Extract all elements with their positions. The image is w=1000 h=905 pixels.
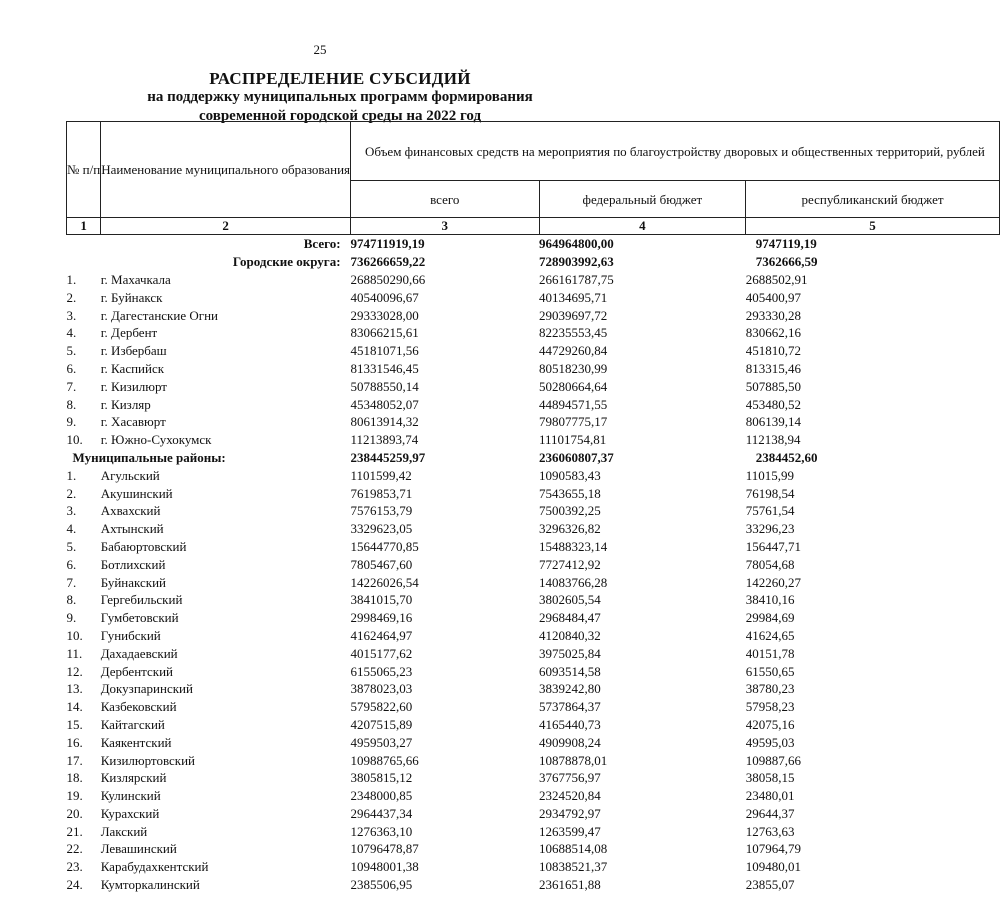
row-republic: 42075,16 xyxy=(745,716,795,732)
row-federal: 3839242,80 xyxy=(539,681,601,697)
column-number-row xyxy=(67,218,1000,235)
row-federal: 7500392,25 xyxy=(539,503,601,519)
row-republic: 49595,03 xyxy=(745,734,795,750)
table-row xyxy=(67,680,1000,698)
row-federal: 2324520,84 xyxy=(539,788,601,804)
row-number: 18. xyxy=(66,770,83,786)
row-total: 80613914,32 xyxy=(350,414,419,430)
row-republic: 2688502,91 xyxy=(745,271,808,287)
row-federal: 3802605,54 xyxy=(539,592,601,608)
row-name: Казбековский xyxy=(100,699,177,715)
row-total: 7576153,79 xyxy=(350,503,413,519)
table-row xyxy=(67,555,1000,573)
row-name: г. Избербаш xyxy=(100,343,167,359)
row-total: 3329623,05 xyxy=(350,521,413,537)
row-name: Дербентский xyxy=(100,663,173,679)
row-republic: 451810,72 xyxy=(745,343,801,359)
table-row xyxy=(67,466,1000,484)
row-total: 4015177,62 xyxy=(350,645,413,661)
row-name: Гунибский xyxy=(100,627,161,643)
row-republic: 813315,46 xyxy=(745,360,801,376)
table-row xyxy=(67,306,1000,324)
row-republic: 142260,27 xyxy=(745,574,801,590)
subsidy-table xyxy=(66,121,1000,893)
row-federal: 82235553,45 xyxy=(539,325,608,341)
row-name: Карабудахкентский xyxy=(100,859,209,875)
header-row-1 xyxy=(67,122,1000,181)
table-row xyxy=(67,769,1000,787)
row-name: г. Дербент xyxy=(100,325,158,341)
row-republic: 29644,37 xyxy=(745,805,795,821)
total-row xyxy=(67,235,1000,253)
row-republic: 507885,50 xyxy=(745,378,801,394)
row-total: 1101599,42 xyxy=(350,467,412,483)
row-number: 19. xyxy=(66,788,83,804)
header-total: всего xyxy=(351,181,539,218)
row-federal: 44729260,84 xyxy=(539,343,608,359)
table-row xyxy=(67,609,1000,627)
row-total: 3841015,70 xyxy=(350,592,413,608)
table-row xyxy=(67,271,1000,289)
title-line-1: РАСПРЕДЕЛЕНИЕ СУБСИДИЙ xyxy=(209,69,471,88)
row-number: 3. xyxy=(66,307,77,323)
table-row xyxy=(67,377,1000,395)
row-federal: 29039697,72 xyxy=(539,307,608,323)
row-republic: 78054,68 xyxy=(745,556,795,572)
row-number: 3. xyxy=(66,503,77,519)
title-line-3: современной городской среды на 2022 год xyxy=(198,108,482,124)
row-republic: 40151,78 xyxy=(745,645,795,661)
row-name: Кулинский xyxy=(100,788,161,804)
row-number: 6. xyxy=(66,556,77,572)
col-number-5: 5 xyxy=(746,218,1000,235)
row-republic: 293330,28 xyxy=(745,307,801,323)
row-total: 40540096,67 xyxy=(350,289,419,305)
row-name: Ахвахский xyxy=(100,503,161,519)
row-number: 12. xyxy=(66,663,83,679)
row-name: Кизилюртовский xyxy=(100,752,196,768)
row-number: 7. xyxy=(66,378,77,394)
row-federal: 2934792,97 xyxy=(539,805,601,821)
row-total: 3805815,12 xyxy=(350,770,413,786)
table-row xyxy=(67,805,1000,823)
row-federal: 11101754,81 xyxy=(539,432,607,448)
row-republic: 38058,15 xyxy=(745,770,795,786)
row-number: 20. xyxy=(66,805,83,821)
row-name: г. Дагестанские Огни xyxy=(100,307,218,323)
row-federal: 1263599,47 xyxy=(539,823,601,839)
row-republic: 7362666,59 xyxy=(755,254,818,270)
row-federal: 3296326,82 xyxy=(539,521,601,537)
row-republic: 9747119,19 xyxy=(755,236,817,252)
row-republic: 453480,52 xyxy=(745,396,801,412)
row-republic: 109480,01 xyxy=(745,859,801,875)
row-total: 45348052,07 xyxy=(350,396,419,412)
row-federal: 4120840,32 xyxy=(539,627,601,643)
row-number: 9. xyxy=(66,610,77,626)
row-number: 2. xyxy=(66,289,77,305)
row-total: 10796478,87 xyxy=(350,841,419,857)
row-total: 4959503,27 xyxy=(350,734,413,750)
row-name: Ботлихский xyxy=(100,556,166,572)
table-row xyxy=(67,360,1000,378)
row-name: Гумбетовский xyxy=(100,610,179,626)
row-number: 17. xyxy=(66,752,83,768)
header-federal: федеральный бюджет xyxy=(539,181,746,218)
table-row xyxy=(67,716,1000,734)
header-num: № п/п xyxy=(67,122,101,218)
row-total: 2964437,34 xyxy=(350,805,413,821)
row-name: Кайтагский xyxy=(100,716,165,732)
row-number: 7. xyxy=(66,574,77,590)
row-federal: 266161787,75 xyxy=(539,271,614,287)
row-federal: 15488323,14 xyxy=(539,538,608,554)
row-republic: 12763,63 xyxy=(745,823,795,839)
row-total: 50788550,14 xyxy=(350,378,419,394)
row-number: 22. xyxy=(66,841,83,857)
row-number: 6. xyxy=(66,360,77,376)
row-federal: 14083766,28 xyxy=(539,574,608,590)
row-republic: 112138,94 xyxy=(745,432,801,448)
table-row xyxy=(67,840,1000,858)
row-federal: 10688514,08 xyxy=(539,841,608,857)
col-number-3: 3 xyxy=(351,218,539,235)
row-federal: 4165440,73 xyxy=(539,716,601,732)
row-federal: 236060807,37 xyxy=(539,449,614,465)
row-federal: 3767756,97 xyxy=(539,770,601,786)
row-total: 5795822,60 xyxy=(350,699,413,715)
row-federal: 5737864,37 xyxy=(539,699,601,715)
row-republic: 23855,07 xyxy=(745,877,795,893)
row-total: 15644770,85 xyxy=(350,538,419,554)
row-number: 14. xyxy=(66,699,83,715)
row-republic: 41624,65 xyxy=(745,627,795,643)
table-row xyxy=(67,876,1000,894)
row-number: 4. xyxy=(66,325,77,341)
row-number: 10. xyxy=(66,432,83,448)
table-row xyxy=(67,288,1000,306)
row-total: 29333028,00 xyxy=(350,307,419,323)
row-number: 5. xyxy=(66,343,77,359)
row-total: 2348000,85 xyxy=(350,788,413,804)
row-name: г. Каспийск xyxy=(100,360,165,376)
col-number-2: 2 xyxy=(101,218,351,235)
row-number: 15. xyxy=(66,716,83,732)
row-federal: 7727412,92 xyxy=(539,556,601,572)
row-federal: 10878878,01 xyxy=(539,752,608,768)
row-name: Бабаюртовский xyxy=(100,538,187,554)
row-total: 7805467,60 xyxy=(350,556,413,572)
row-number: 1. xyxy=(66,271,77,287)
row-name: г. Кизилюрт xyxy=(100,378,167,394)
row-total: 2998469,16 xyxy=(350,610,413,626)
row-federal: 6093514,58 xyxy=(539,663,601,679)
row-name: Лакский xyxy=(100,823,148,839)
row-name: Курахский xyxy=(100,805,160,821)
row-total: 268850290,66 xyxy=(350,271,426,287)
row-republic: 33296,23 xyxy=(745,521,795,537)
row-total: 1276363,10 xyxy=(350,823,413,839)
row-total: 6155065,23 xyxy=(350,663,413,679)
row-name: Ахтынский xyxy=(100,521,164,537)
row-number: 11. xyxy=(66,645,83,661)
header-funds: Объем финансовых средств на мероприятия по благоустройству дворовых и общественных территорий, рублей xyxy=(351,122,1000,181)
table-row xyxy=(67,324,1000,342)
row-name: г. Хасавюрт xyxy=(100,414,166,430)
table-row xyxy=(67,627,1000,645)
row-name: г. Буйнакск xyxy=(100,289,163,305)
row-number: 10. xyxy=(66,627,83,643)
row-total: 81331546,45 xyxy=(350,360,419,376)
table-row xyxy=(67,342,1000,360)
row-name: Докузпаринский xyxy=(100,681,193,697)
row-total: 45181071,56 xyxy=(350,343,419,359)
row-name: г. Кизляр xyxy=(100,396,151,412)
table-row xyxy=(67,502,1000,520)
row-name: Кизлярский xyxy=(100,770,167,786)
row-number: 23. xyxy=(66,859,83,875)
row-name: Агульский xyxy=(100,467,160,483)
row-total: 3878023,03 xyxy=(350,681,413,697)
row-name: Каякентский xyxy=(100,734,172,750)
row-number: 4. xyxy=(66,521,77,537)
row-republic: 11015,99 xyxy=(745,467,794,483)
row-federal: 728903992,63 xyxy=(539,254,614,270)
table-row xyxy=(67,591,1000,609)
header-name: Наименование муниципального образования xyxy=(101,122,351,218)
row-number: 9. xyxy=(66,414,77,430)
row-number: 8. xyxy=(66,396,77,412)
col-number-1: 1 xyxy=(67,218,101,235)
row-number: 13. xyxy=(66,681,83,697)
row-federal: 964964800,00 xyxy=(539,236,614,252)
row-republic: 23480,01 xyxy=(745,788,795,804)
row-total: 83066215,61 xyxy=(350,325,419,341)
row-total: 974711919,19 xyxy=(350,236,425,252)
row-name: Левашинский xyxy=(100,841,177,857)
table-row xyxy=(67,698,1000,716)
row-federal: 80518230,99 xyxy=(539,360,608,376)
row-name: Гергебильский xyxy=(100,592,183,608)
row-republic: 29984,69 xyxy=(745,610,795,626)
table-row xyxy=(67,822,1000,840)
row-name: г. Махачкала xyxy=(100,271,171,287)
row-republic: 57958,23 xyxy=(745,699,795,715)
table-row xyxy=(67,573,1000,591)
header-republic: республиканский бюджет xyxy=(746,181,1000,218)
row-federal: 1090583,43 xyxy=(539,467,601,483)
row-total: 238445259,97 xyxy=(350,449,426,465)
row-number: 24. xyxy=(66,877,83,893)
table-row xyxy=(67,751,1000,769)
row-republic: 61550,65 xyxy=(745,663,795,679)
row-name: Буйнакский xyxy=(100,574,167,590)
title-line-2: на поддержку муниципальных программ формирования xyxy=(147,89,533,105)
row-republic: 2384452,60 xyxy=(755,449,818,465)
row-total: 4207515,89 xyxy=(350,716,413,732)
row-number: 8. xyxy=(66,592,77,608)
col-number-4: 4 xyxy=(539,218,746,235)
row-name: г. Южно-Сухокумск xyxy=(100,432,212,448)
table-row xyxy=(67,858,1000,876)
row-federal: 4909908,24 xyxy=(539,734,601,750)
row-federal: 7543655,18 xyxy=(539,485,601,501)
row-federal: 10838521,37 xyxy=(539,859,608,875)
row-total: 736266659,22 xyxy=(350,254,426,270)
row-total: 7619853,71 xyxy=(350,485,413,501)
table-row xyxy=(67,662,1000,680)
table-row xyxy=(67,520,1000,538)
table-row xyxy=(67,787,1000,805)
row-number: 5. xyxy=(66,538,77,554)
cities-subtotal-row xyxy=(67,253,1000,271)
row-republic: 76198,54 xyxy=(745,485,795,501)
row-total: 10948001,38 xyxy=(350,859,419,875)
row-republic: 109887,66 xyxy=(745,752,801,768)
row-republic: 75761,54 xyxy=(745,503,795,519)
row-federal: 44894571,55 xyxy=(539,396,608,412)
table-row xyxy=(67,644,1000,662)
page-number: 25 xyxy=(313,42,327,57)
districts-subtotal-row xyxy=(67,449,1000,467)
row-number: 1. xyxy=(66,467,77,483)
row-label: Городские округа: xyxy=(232,254,341,270)
table-row xyxy=(67,431,1000,449)
row-total: 10988765,66 xyxy=(350,752,419,768)
row-total: 2385506,95 xyxy=(350,877,413,893)
row-name: Дахадаевский xyxy=(100,645,178,661)
row-label: Всего: xyxy=(303,236,341,252)
table-row xyxy=(67,413,1000,431)
row-federal: 40134695,71 xyxy=(539,289,608,305)
row-federal: 50280664,64 xyxy=(539,378,608,394)
row-federal: 2968484,47 xyxy=(539,610,601,626)
table-row xyxy=(67,733,1000,751)
document-title xyxy=(60,69,620,126)
row-republic: 38780,23 xyxy=(745,681,795,697)
row-name: Акушинский xyxy=(100,485,173,501)
row-republic: 107964,79 xyxy=(745,841,801,857)
table-row xyxy=(67,538,1000,556)
row-total: 14226026,54 xyxy=(350,574,419,590)
row-total: 11213893,74 xyxy=(350,432,419,448)
row-number xyxy=(67,253,101,271)
row-republic: 830662,16 xyxy=(745,325,801,341)
row-federal: 2361651,88 xyxy=(539,877,601,893)
row-federal: 3975025,84 xyxy=(539,645,601,661)
table-row xyxy=(67,484,1000,502)
table-row xyxy=(67,395,1000,413)
row-republic: 806139,14 xyxy=(745,414,801,430)
row-number: 21. xyxy=(66,823,83,839)
row-number: 2. xyxy=(66,485,77,501)
row-republic: 38410,16 xyxy=(745,592,795,608)
row-number xyxy=(67,235,101,253)
row-republic: 156447,71 xyxy=(745,538,801,554)
row-republic: 405400,97 xyxy=(745,289,801,305)
row-number: 16. xyxy=(66,734,83,750)
row-name: Кумторкалинский xyxy=(100,877,200,893)
row-label: Муниципальные районы: xyxy=(72,449,226,465)
row-total: 4162464,97 xyxy=(350,627,413,643)
row-federal: 79807775,17 xyxy=(539,414,608,430)
